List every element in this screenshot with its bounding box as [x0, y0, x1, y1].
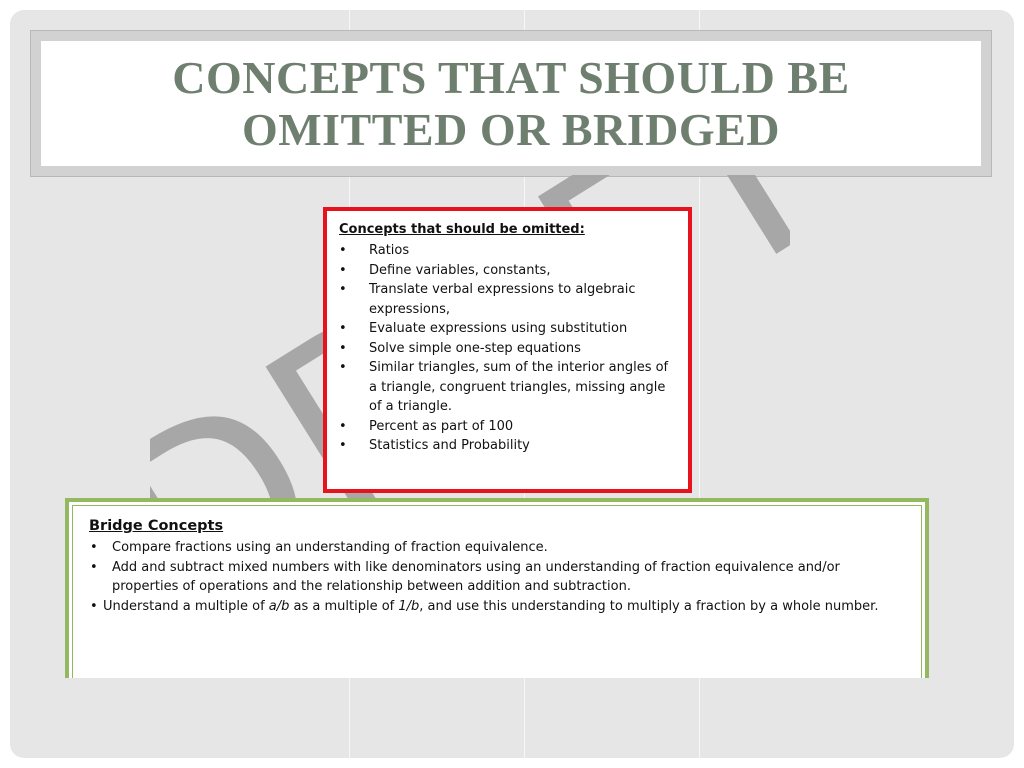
slide-title: CONCEPTS THAT SHOULD BE OMITTED OR BRIDGED: [172, 51, 850, 155]
list-item: • Understand a multiple of a/b as a multiple of 1/b, and use this understanding to multiply a fraction by a whole number.: [89, 597, 905, 617]
list-item: • Ratios: [339, 241, 676, 261]
bullet-icon: •: [339, 262, 347, 278]
list-item: • Add and subtract mixed numbers with like denominators using an understanding of fraction equivalence and/or properties of operations and the relationship between addition and subtraction.: [90, 559, 840, 594]
list-item: • Evaluate expressions using substitution: [339, 319, 676, 339]
list-item: • Solve simple one-step equations: [339, 339, 676, 359]
bullet-icon: •: [339, 321, 347, 336]
bridge-concepts-box: [65, 498, 929, 678]
omitted-heading: Concepts that should be omitted:: [339, 222, 585, 237]
title-panel: [41, 41, 981, 166]
list-item: • Define variables, constants,: [339, 261, 676, 281]
omitted-list: [339, 241, 676, 456]
bullet-icon: •: [339, 340, 347, 356]
bullet-icon: •: [339, 438, 347, 453]
list-item: • Statistics and Probability: [339, 436, 676, 456]
bullet-icon: •: [339, 282, 347, 297]
list-item: • Translate verbal expressions to algebraic expressions,: [339, 282, 636, 317]
list-item: • Compare fractions using an understanding of fraction equivalence.: [89, 538, 905, 558]
bullet-icon: •: [339, 243, 347, 258]
omitted-concepts-box: [323, 207, 692, 493]
bullet-icon: •: [90, 598, 98, 614]
bridge-concepts-panel: [72, 505, 922, 678]
bridge-list: [89, 538, 905, 616]
bullet-icon: •: [90, 559, 98, 575]
bullet-icon: •: [339, 360, 347, 375]
bridge-heading: Bridge Concepts: [89, 518, 224, 534]
title-frame: [30, 30, 992, 177]
list-item: • Percent as part of 100: [339, 417, 676, 437]
bullet-icon: •: [90, 540, 98, 555]
bullet-icon: •: [339, 418, 347, 434]
list-item: • Similar triangles, sum of the interior angles of a triangle, congruent triangles, missing angle of a triangle.: [339, 360, 669, 414]
